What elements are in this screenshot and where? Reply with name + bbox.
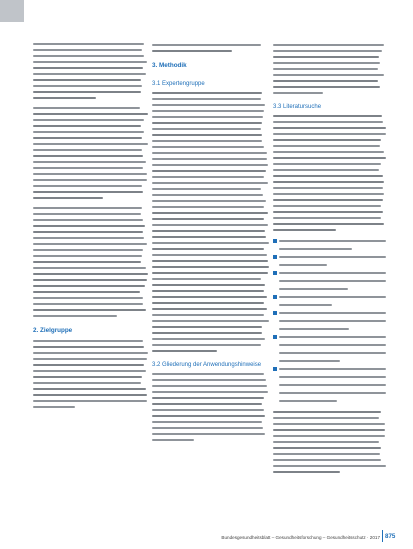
text-line <box>33 382 141 384</box>
list-item-line <box>273 287 386 291</box>
list-item-line <box>273 247 386 251</box>
bullet-list <box>273 239 386 403</box>
text-line <box>33 249 143 251</box>
text-line <box>273 423 385 425</box>
text-line <box>33 406 75 408</box>
text-line <box>279 328 349 330</box>
text-line <box>33 213 141 215</box>
bullet-indent <box>273 247 277 251</box>
body-text <box>273 115 386 231</box>
text-line <box>279 368 386 370</box>
text-line <box>279 272 386 274</box>
text-line <box>279 384 386 386</box>
subsection-heading-gliederung: 3.2 Gliederung der Anwendungshinweise <box>152 362 262 368</box>
text-line <box>152 385 267 387</box>
text-line <box>279 248 352 250</box>
text-line <box>33 73 146 75</box>
text-line <box>279 336 386 338</box>
text-line <box>273 181 384 183</box>
text-line <box>279 304 332 306</box>
text-line <box>152 224 268 226</box>
text-line <box>33 61 147 63</box>
text-line <box>279 400 337 402</box>
text-line <box>152 373 264 375</box>
text-line <box>152 146 264 148</box>
text-line <box>33 267 146 269</box>
journal-footer: Bundesgesundheitsblatt – Gesundheitsforschung – Gesundheitsschutz · 2017 <box>221 535 380 540</box>
text-line <box>152 302 264 304</box>
subsection-heading-literatursuche: 3.3 Literatursuche <box>273 104 322 110</box>
text-line <box>33 125 141 127</box>
text-line <box>33 279 147 281</box>
text-line <box>273 56 379 58</box>
text-line <box>152 194 263 196</box>
bullet-indent <box>273 383 277 387</box>
text-line <box>33 309 146 311</box>
text-line <box>33 85 142 87</box>
list-item-line <box>273 327 386 331</box>
list-item-line <box>273 335 386 339</box>
text-line <box>152 242 269 244</box>
list-item-line <box>273 271 386 275</box>
list-item-line <box>273 359 386 363</box>
text-line <box>33 388 146 390</box>
body-text <box>273 44 386 94</box>
list-item-line <box>273 383 386 387</box>
text-line <box>273 121 383 123</box>
text-line <box>33 161 146 163</box>
text-line <box>33 179 147 181</box>
page-number: 875 <box>385 533 396 540</box>
text-line <box>273 465 386 467</box>
text-line <box>33 185 142 187</box>
text-line <box>152 164 268 166</box>
text-line <box>33 352 148 354</box>
text-line <box>33 346 144 348</box>
body-text <box>152 92 269 352</box>
text-line <box>152 104 265 106</box>
list-item <box>273 335 386 363</box>
text-line <box>152 427 263 429</box>
text-line <box>152 188 261 190</box>
text-line <box>152 290 264 292</box>
list-item <box>273 295 386 307</box>
bullet-icon <box>273 367 277 371</box>
page-number-rule <box>382 530 383 542</box>
text-line <box>273 211 383 213</box>
text-line <box>273 163 381 165</box>
text-line <box>273 429 385 431</box>
body-text <box>33 207 148 317</box>
text-line <box>152 92 262 94</box>
bullet-indent <box>273 399 277 403</box>
text-line <box>279 288 348 290</box>
list-item <box>273 255 386 267</box>
text-line <box>152 314 264 316</box>
list-item-line <box>273 399 386 403</box>
text-line <box>33 155 143 157</box>
text-line <box>152 176 264 178</box>
text-line <box>152 260 268 262</box>
text-line <box>33 197 103 199</box>
text-line <box>33 131 144 133</box>
body-text <box>152 44 269 52</box>
subsection-heading-expertengruppe: 3.1 Expertengruppe <box>152 81 205 87</box>
text-line <box>273 145 380 147</box>
text-line <box>152 110 264 112</box>
text-line <box>152 236 266 238</box>
text-line <box>33 261 141 263</box>
header-tab <box>0 0 24 22</box>
text-line <box>152 116 263 118</box>
body-text <box>33 107 148 199</box>
text-line <box>152 206 264 208</box>
text-line <box>152 212 268 214</box>
text-line <box>33 285 145 287</box>
text-line <box>273 151 384 153</box>
text-line <box>152 338 265 340</box>
text-line <box>152 272 268 274</box>
text-line <box>33 67 143 69</box>
bullet-indent <box>273 343 277 347</box>
bullet-icon <box>273 295 277 299</box>
text-line <box>273 133 386 135</box>
list-item <box>273 311 386 331</box>
list-item <box>273 367 386 403</box>
text-line <box>273 205 381 207</box>
text-line <box>33 394 147 396</box>
text-line <box>152 344 261 346</box>
text-line <box>152 170 266 172</box>
text-line <box>33 237 144 239</box>
text-line <box>152 284 265 286</box>
list-item-line <box>273 351 386 355</box>
list-item <box>273 239 386 251</box>
text-line <box>279 296 386 298</box>
bullet-icon <box>273 255 277 259</box>
text-line <box>152 320 269 322</box>
text-line <box>279 280 386 282</box>
text-line <box>152 421 262 423</box>
text-line <box>273 229 336 231</box>
bullet-icon <box>273 239 277 243</box>
text-line <box>273 44 384 46</box>
text-line <box>152 98 261 100</box>
text-line <box>273 193 384 195</box>
text-line <box>279 392 386 394</box>
text-line <box>273 435 385 437</box>
text-line <box>33 143 148 145</box>
bullet-indent <box>273 319 277 323</box>
text-line <box>33 315 117 317</box>
text-line <box>33 55 144 57</box>
text-line <box>33 400 147 402</box>
text-line <box>273 175 383 177</box>
bullet-icon <box>273 335 277 339</box>
text-line <box>279 352 386 354</box>
text-line <box>33 273 148 275</box>
text-line <box>33 191 143 193</box>
text-line <box>33 291 140 293</box>
text-line <box>152 350 217 352</box>
text-line <box>279 312 386 314</box>
text-line <box>33 340 143 342</box>
text-line <box>152 140 262 142</box>
list-item-line <box>273 255 386 259</box>
body-text <box>33 340 148 408</box>
section-heading-methodik: 3. Methodik <box>152 62 187 69</box>
text-line <box>273 74 384 76</box>
text-line <box>273 447 381 449</box>
text-line <box>273 127 386 129</box>
text-line <box>152 308 267 310</box>
text-line <box>33 255 142 257</box>
text-line <box>273 50 382 52</box>
text-line <box>33 219 143 221</box>
list-item-line <box>273 343 386 347</box>
text-line <box>273 169 379 171</box>
text-line <box>152 326 262 328</box>
text-line <box>33 113 148 115</box>
text-line <box>33 376 142 378</box>
text-line <box>33 49 142 51</box>
text-line <box>279 256 386 258</box>
bullet-indent <box>273 375 277 379</box>
section-heading-zielgruppe: 2. Zielgruppe <box>33 327 73 334</box>
list-item-line <box>273 311 386 315</box>
text-line <box>33 107 140 109</box>
text-line <box>152 230 265 232</box>
bullet-indent <box>273 359 277 363</box>
text-line <box>33 119 144 121</box>
text-line <box>273 86 380 88</box>
text-line <box>33 358 147 360</box>
bullet-icon <box>273 311 277 315</box>
bullet-indent <box>273 303 277 307</box>
list-item-line <box>273 295 386 299</box>
list-item-line <box>273 367 386 371</box>
text-line <box>33 243 147 245</box>
text-line <box>152 158 267 160</box>
text-line <box>33 149 142 151</box>
bullet-icon <box>273 271 277 275</box>
text-line <box>152 182 268 184</box>
text-line <box>273 62 380 64</box>
text-line <box>279 344 386 346</box>
text-line <box>33 231 143 233</box>
column-middle <box>152 44 269 445</box>
text-line <box>273 459 381 461</box>
list-item-line <box>273 391 386 395</box>
text-line <box>273 92 323 94</box>
text-line <box>273 80 378 82</box>
text-line <box>279 320 386 322</box>
text-line <box>152 379 266 381</box>
body-text <box>273 411 386 473</box>
text-line <box>273 199 383 201</box>
text-line <box>152 50 232 52</box>
text-line <box>273 157 386 159</box>
text-line <box>273 453 380 455</box>
text-line <box>152 296 267 298</box>
body-text <box>33 43 148 99</box>
text-line <box>152 218 264 220</box>
text-line <box>33 225 145 227</box>
text-line <box>152 122 262 124</box>
text-line <box>273 411 381 413</box>
text-line <box>279 376 386 378</box>
text-line <box>33 303 143 305</box>
bullet-indent <box>273 263 277 267</box>
text-line <box>273 441 379 443</box>
text-line <box>33 167 143 169</box>
text-line <box>152 409 264 411</box>
text-line <box>33 297 143 299</box>
text-line <box>152 200 266 202</box>
text-line <box>33 370 146 372</box>
list-item <box>273 271 386 291</box>
text-line <box>33 43 144 45</box>
text-line <box>33 97 96 99</box>
text-line <box>33 173 147 175</box>
text-line <box>152 266 269 268</box>
text-line <box>152 248 264 250</box>
bullet-indent <box>273 351 277 355</box>
list-item-line <box>273 375 386 379</box>
text-line <box>152 278 261 280</box>
text-line <box>33 91 141 93</box>
body-text <box>152 373 269 441</box>
text-line <box>279 264 327 266</box>
text-line <box>152 397 264 399</box>
text-line <box>279 360 340 362</box>
text-line <box>152 134 262 136</box>
text-line <box>273 223 384 225</box>
text-line <box>33 364 144 366</box>
text-line <box>33 79 141 81</box>
text-line <box>152 433 265 435</box>
list-item-line <box>273 239 386 243</box>
text-line <box>273 187 383 189</box>
text-line <box>152 44 261 46</box>
bullet-indent <box>273 279 277 283</box>
text-line <box>279 240 386 242</box>
list-item-line <box>273 279 386 283</box>
column-left <box>33 43 148 412</box>
text-line <box>152 332 262 334</box>
text-line <box>273 139 381 141</box>
text-line <box>33 137 142 139</box>
bullet-indent <box>273 391 277 395</box>
text-line <box>273 471 340 473</box>
bullet-indent <box>273 327 277 331</box>
text-line <box>152 391 268 393</box>
text-line <box>273 217 381 219</box>
text-line <box>152 152 267 154</box>
text-line <box>152 128 261 130</box>
bullet-indent <box>273 287 277 291</box>
text-line <box>152 439 194 441</box>
list-item-line <box>273 319 386 323</box>
list-item-line <box>273 303 386 307</box>
text-line <box>273 417 379 419</box>
text-line <box>273 115 382 117</box>
text-line <box>152 403 262 405</box>
text-line <box>273 68 378 70</box>
column-right <box>273 44 386 477</box>
text-line <box>152 415 265 417</box>
text-line <box>33 207 142 209</box>
text-line <box>152 254 267 256</box>
list-item-line <box>273 263 386 267</box>
